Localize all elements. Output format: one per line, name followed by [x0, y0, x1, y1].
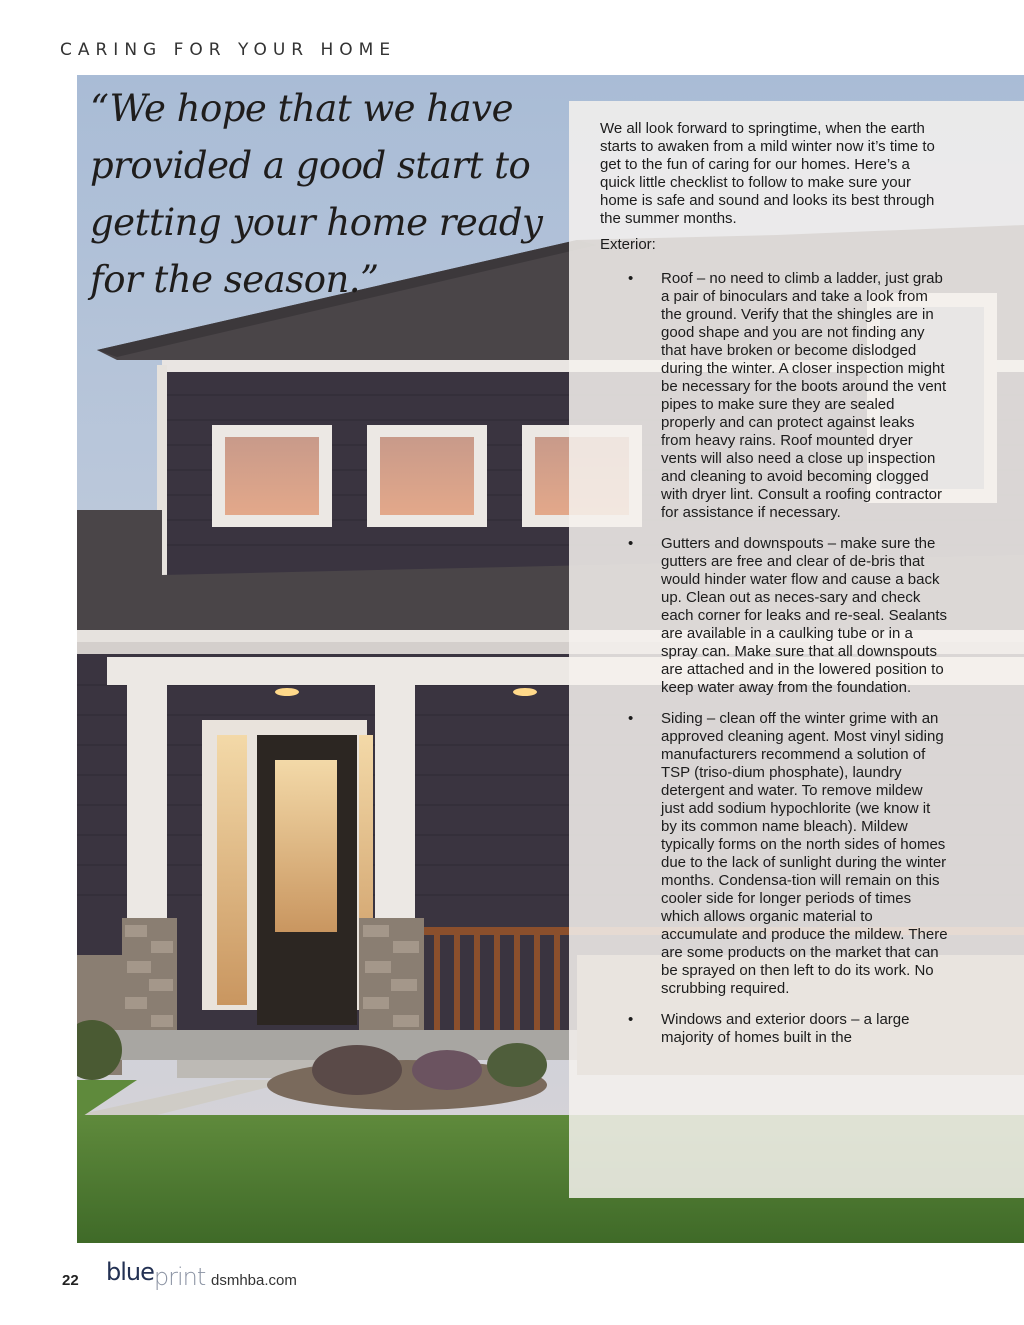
pull-quote — [90, 80, 560, 308]
page-footer — [0, 1258, 1024, 1308]
checklist-item-roof — [600, 270, 948, 522]
checklist-item-siding — [600, 710, 948, 998]
checklist-item-text: Siding – clean off the winter grime with an approved cleaning agent. Most vinyl siding manufacturers recommend a solution of TSP (triso-dium phosphate), laundry detergent and water. To remove mildew just add sodium hypochlorite (we know it by its common name bleach). Mildew typically forms on the north sides of homes due to the lack of sunlight during the winter months. Condensa-tion will remain on this cooler side for longer periods of times which allows organic material to accumulate and produce the mildew. There are some products on the market that can be sprayed on then left to do its work. No scrubbing required. — [661, 710, 948, 997]
checklist — [600, 270, 948, 1047]
checklist-item-text: Gutters and downspouts – make sure the gutters are free and clear of de-bris that would hinder water flow and cause a back up. Clean out as neces-sary and check each corner for leaks and re-seal. Sealants are available in a caulking tube or in a spray can. Make sure that all downspouts are attached and in the lowered position to keep water away from the foundation. — [661, 535, 947, 696]
bullet-icon: • — [628, 710, 634, 727]
bullet-icon: • — [628, 270, 634, 287]
blueprint-logo — [106, 1258, 206, 1291]
checklist-item-gutters — [600, 535, 948, 697]
bullet-icon: • — [628, 1011, 634, 1028]
pull-quote-line: provided a good start to — [90, 144, 531, 187]
section-label: Exterior: — [600, 236, 656, 253]
logo-text-blue: blue — [106, 1258, 154, 1286]
article-body — [600, 120, 948, 1047]
logo-text-print: print — [153, 1263, 206, 1291]
page-number: 22 — [62, 1272, 79, 1289]
website-link[interactable]: dsmhba.com — [211, 1272, 297, 1289]
pull-quote-line: getting your home ready — [90, 201, 543, 244]
checklist-item-text: Roof – no need to climb a ladder, just grab a pair of binoculars and take a look from the ground. Verify that the shingles are in good shape and you are not finding any that have broken or become dislodged during the winter. A closer inspection might be necessary for the boots around the vent pipes to make sure they are sealed properly and can protect against leaks from heavy rains. Roof mounted dryer vents will also need a close up inspection and cleaning to avoid becoming clogged with dryer lint. Consult a roofing contractor for assistance if necessary. — [661, 270, 947, 521]
pull-quote-line: “We hope that we have — [90, 87, 513, 130]
checklist-item-text: Windows and exterior doors – a large majority of homes built in the — [661, 1011, 910, 1046]
checklist-item-windows — [600, 1011, 948, 1047]
intro-paragraph: We all look forward to springtime, when the earth starts to awaken from a mild winter now it’s time to get to the fun of caring for our homes. Here’s a quick little checklist to follow to make sure your home is safe and sound and looks its best through the summer months. — [600, 120, 935, 227]
pull-quote-line: for the season.” — [90, 258, 379, 301]
section-kicker: CARING FOR YOUR HOME — [60, 40, 397, 60]
bullet-icon: • — [628, 535, 634, 552]
